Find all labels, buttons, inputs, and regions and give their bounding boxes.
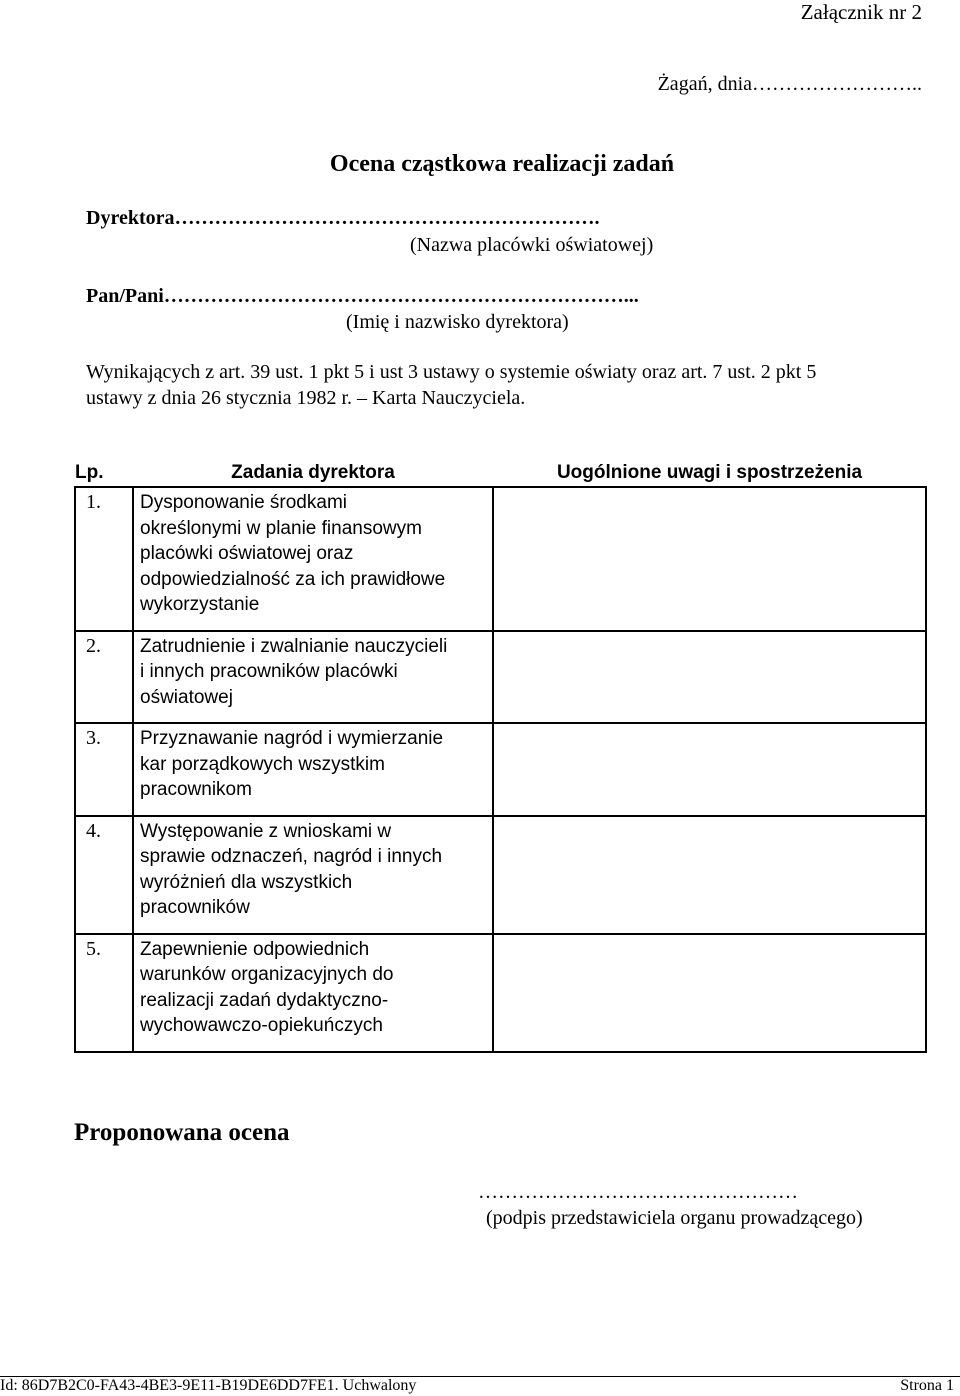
table-row [75, 631, 926, 724]
table-row [75, 487, 926, 631]
footer-document-id: Id: 86D7B2C0-FA43-4BE3-9E11-B19DE6DD7FE1. Uchwalony [0, 1377, 417, 1394]
task-description-line: realizacji zadań dydaktyczno- [140, 989, 389, 1011]
task-description-line: pracownikom [140, 779, 252, 800]
task-description-line: Dysponowanie środkami [140, 492, 347, 513]
task-description-line: oświatowej [140, 686, 233, 708]
task-description [133, 816, 493, 934]
table-row [75, 934, 926, 1052]
task-description-line: wyróżnień dla wszystkich [140, 871, 353, 893]
task-description-line: wykorzystanie [140, 594, 260, 615]
task-description-line: kar porządkowych wszystkim [140, 753, 385, 775]
footer-page-number: Strona 1 [900, 1377, 954, 1394]
signature-label: (podpis przedstawiciela organu prowadzącego) [486, 1207, 863, 1229]
table-header-row [75, 458, 926, 487]
task-description-line: placówki oświatowej oraz [140, 543, 354, 564]
remarks-cell[interactable] [493, 934, 926, 1052]
document-title: Ocena cząstkowa realizacji zadań [329, 151, 675, 177]
annex-label: Załącznik nr 2 [800, 0, 922, 24]
row-number: 3. [75, 723, 133, 816]
row-number: 4. [75, 816, 133, 934]
task-description-line: sprawie odznaczeń, nagród i innych [140, 846, 443, 867]
remarks-cell[interactable] [493, 487, 926, 631]
task-description-line: wychowawczo-opiekuńczych [140, 1015, 383, 1036]
legal-basis-line-2: ustawy z dnia 26 stycznia 1982 r. – Karta Nauczyciela. [86, 387, 526, 409]
row-number: 5. [75, 934, 133, 1052]
director-note: (Nazwa placówki oświatowej) [410, 234, 654, 256]
pan-pani-line: Pan/Pani……………………………………………………………... [86, 285, 639, 307]
header-lp: Lp. [75, 462, 104, 483]
task-description-line: Zatrudnienie i zwalnianie nauczycieli [140, 635, 448, 657]
remarks-cell[interactable] [493, 816, 926, 934]
remarks-cell[interactable] [493, 723, 926, 816]
table-row [75, 816, 926, 934]
task-description-line: Zapewnienie odpowiednich [140, 938, 370, 960]
task-description-line: pracowników [140, 897, 250, 918]
pan-pani-note: (Imię i nazwisko dyrektora) [346, 311, 569, 333]
task-description [133, 723, 493, 816]
proposed-rating-heading: Proponowana ocena [74, 1119, 290, 1146]
table-body [75, 487, 926, 1052]
task-description [133, 487, 493, 631]
header-tasks: Zadania dyrektora [231, 462, 395, 483]
task-description-line: warunków organizacyjnych do [140, 964, 394, 985]
place-date-line: Żagań, dnia…………………….. [657, 73, 922, 95]
task-description [133, 631, 493, 724]
task-description-line: odpowiedzialność za ich prawidłowe [140, 568, 446, 590]
task-description-line: Przyznawanie nagród i wymierzanie [140, 728, 444, 749]
row-number: 1. [75, 487, 133, 631]
table-row [75, 723, 926, 816]
task-description-line: określonymi w planie finansowym [140, 517, 422, 539]
header-remarks: Uogólnione uwagi i spostrzeżenia [556, 462, 863, 483]
tasks-table [74, 458, 927, 1053]
signature-dots: ………………………………………… [478, 1181, 798, 1203]
task-description-line: i innych pracowników placówki [140, 661, 398, 682]
remarks-cell[interactable] [493, 631, 926, 724]
director-line: Dyrektora………………………………………………………. [86, 207, 600, 229]
legal-basis-line-1: Wynikających z art. 39 ust. 1 pkt 5 i ust 3 ustawy o systemie oświaty oraz art. 7 ust. 2 pkt 5 [86, 361, 817, 383]
task-description-line: Występowanie z wnioskami w [140, 820, 392, 842]
task-description [133, 934, 493, 1052]
row-number: 2. [75, 631, 133, 724]
